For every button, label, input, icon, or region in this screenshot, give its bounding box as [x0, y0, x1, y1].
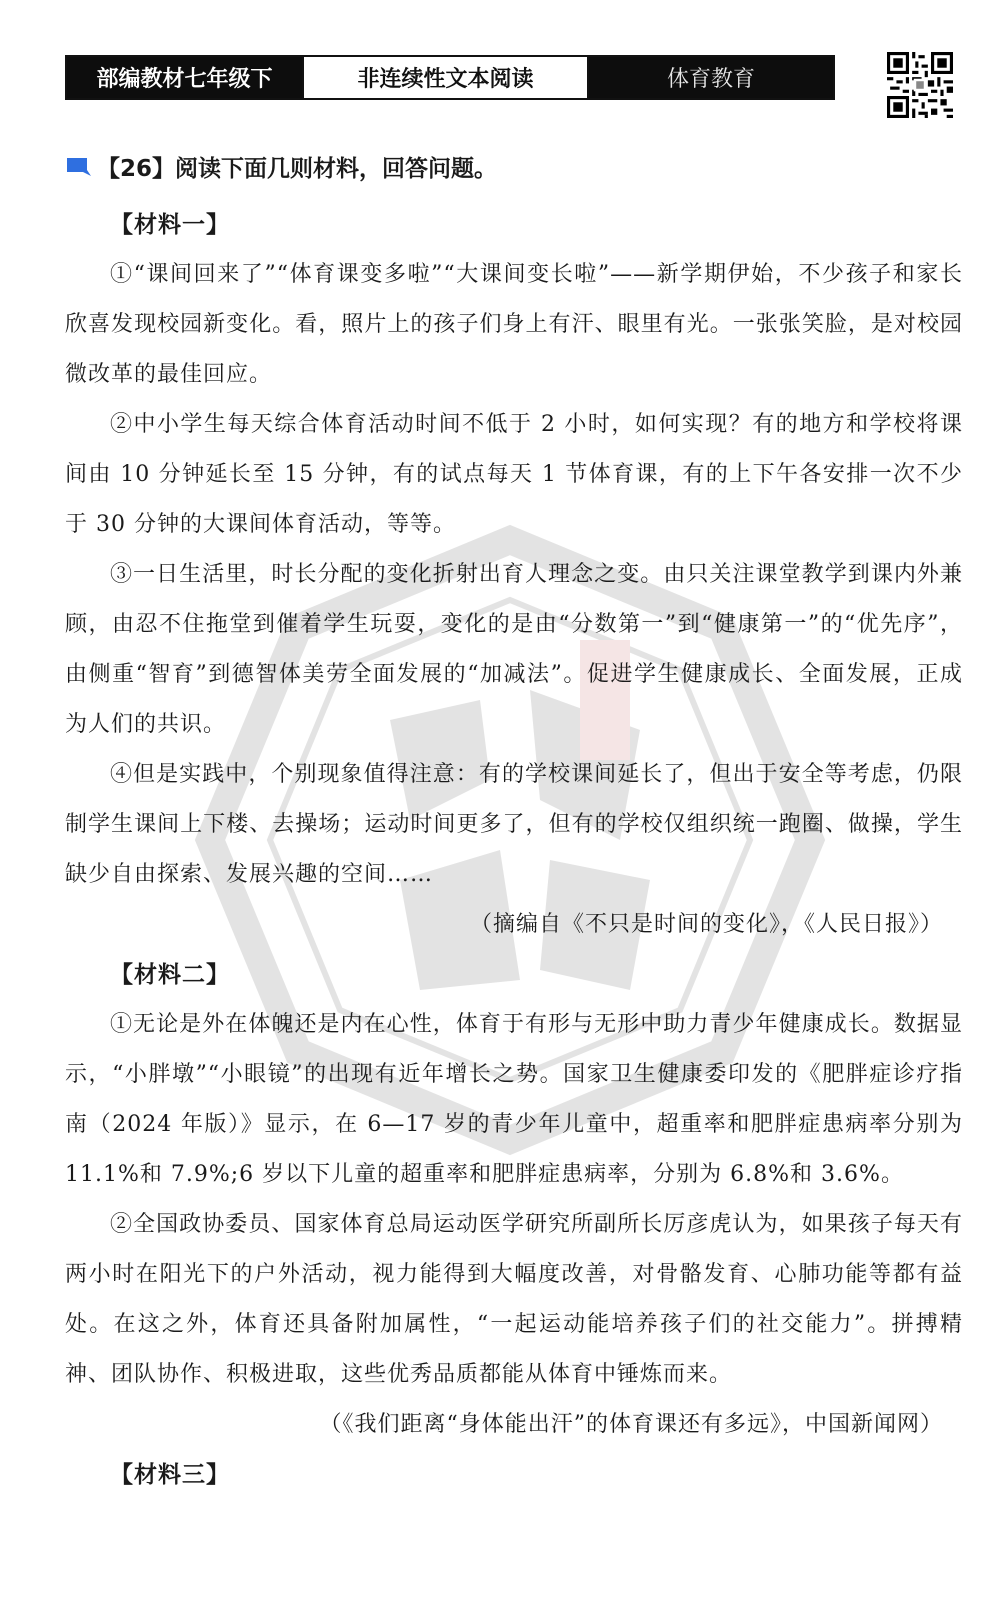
paragraph: ③一日生活里，时长分配的变化折射出育人理念之变。由只关注课堂教学到课内外兼顾，由忍不住拖堂到催着学生玩耍，变化的是由“分数第一”到“健康第一”的“优先序”，由侧重“智育”到德智体美劳全面发展的“加减法”。促进学生健康成长、全面发展，正成为人们的共识。: [65, 562, 963, 737]
material-1: [65, 200, 963, 950]
paragraph: ①无论是外在体魄还是内在心性，体育于有形与无形中助力青少年健康成长。数据显示，“小胖墩”“小眼镜”的出现有近年增长之势。国家卫生健康委印发的《肥胖症诊疗指南（2024 年版）》显示，在 6—17 岁的青少年儿童中，超重率和肥胖症患病率分别为 11.1%和 7.9%;6 岁以下儿童的超重率和肥胖症患病率，分别为 6.8%和 3.6%。: [65, 1012, 963, 1187]
material-title: 【材料三】: [110, 1462, 230, 1488]
paragraph: ②全国政协委员、国家体育总局运动医学研究所副所长厉彦虎认为，如果孩子每天有两小时在阳光下的户外活动，视力能得到大幅度改善，对骨骼发育、心肺功能等都有益处。在这之外，体育还具备附加属性，“一起运动能培养孩子们的社交能力”。拼搏精神、团队协作、积极进取，这些优秀品质都能从体育中锤炼而来。: [65, 1212, 963, 1387]
material-source: （摘编自《不只是时间的变化》，《人民日报》）: [469, 912, 943, 937]
header-grade: 部编教材七年级下: [67, 57, 302, 98]
qr-code-icon: [887, 52, 953, 118]
material-title: 【材料二】: [110, 962, 230, 988]
header-topic: 体育教育: [589, 57, 833, 98]
material-source: （《我们距离“身体能出汗”的体育课还有多远》，中国新闻网）: [319, 1412, 943, 1437]
bookmark-tag-icon: [65, 156, 91, 178]
material-3: [65, 1450, 963, 1500]
question-heading: [65, 150, 497, 183]
paragraph: ④但是实践中，个别现象值得注意：有的学校课间延长了，但出于安全等考虑，仍限制学生课间上下楼、去操场；运动时间更多了，但有的学校仅组织统一跑圈、做操，学生缺少自由探索、发展兴趣的空间……: [65, 762, 963, 887]
material-2: [65, 950, 963, 1450]
question-title: 【26】阅读下面几则材料，回答问题。: [97, 156, 498, 182]
material-title: 【材料一】: [110, 212, 230, 238]
page-header: [65, 55, 835, 100]
reading-materials: [65, 200, 963, 1500]
paragraph: ②中小学生每天综合体育活动时间不低于 2 小时，如何实现？有的地方和学校将课间由 10 分钟延长至 15 分钟，有的试点每天 1 节体育课，有的上下午各安排一次不少于 30 分钟的大课间体育活动，等等。: [65, 412, 963, 537]
paragraph: ①“课间回来了”“体育课变多啦”“大课间变长啦”——新学期伊始，不少孩子和家长欣喜发现校园新变化。看，照片上的孩子们身上有汗、眼里有光。一张张笑脸，是对校园微改革的最佳回应。: [65, 262, 963, 387]
header-type: 非连续性文本阅读: [302, 57, 589, 98]
